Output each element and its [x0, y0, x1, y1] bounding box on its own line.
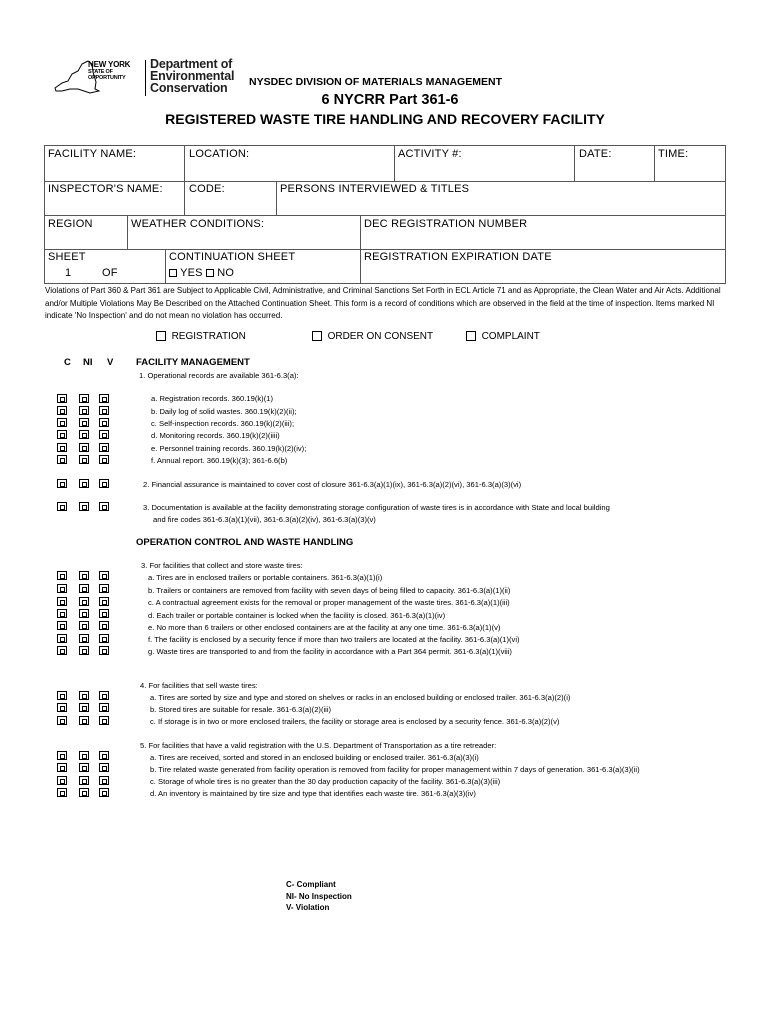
checkbox-compliant[interactable]	[57, 634, 67, 643]
checkbox-violation[interactable]	[99, 430, 109, 439]
grid-col-divider	[394, 145, 395, 181]
operation-control-heading: OPERATION CONTROL AND WASTE HANDLING	[136, 537, 354, 548]
item-text: 5. For facilities that have a valid registration with the U.S. Department of Transportation as a tire retreader:	[140, 741, 497, 750]
item-text: a. Registration records. 360.19(k)(1)	[151, 394, 273, 403]
item-text: b. Daily log of solid wastes. 360.19(k)(2)(ii);	[151, 407, 297, 416]
logo-divider	[145, 60, 146, 96]
checkbox-violation[interactable]	[99, 716, 109, 725]
checkbox-violation[interactable]	[99, 394, 109, 403]
checkbox-no-inspection[interactable]	[79, 646, 89, 655]
item-text: 2. Financial assurance is maintained to cover cost of closure 361-6.3(a)(1)(ix), 361-6.3(a)(2)(vi), 361-6.3(a)(3)(vi)	[143, 480, 522, 489]
registration-expiration-field[interactable]: REGISTRATION EXPIRATION DATE	[364, 251, 552, 263]
item-text: c. A contractual agreement exists for the removal or proper management of the waste tires. 361-6.3(a)(1)(iii)	[148, 598, 510, 607]
logo-state-text: NEW YORK	[88, 60, 131, 69]
checkbox-no-inspection[interactable]	[79, 634, 89, 643]
item-text: e. No more than 6 trailers or other enclosed containers are at the facility at any one time. 361-6.3(a)(1)(v)	[148, 623, 501, 632]
grid-col-divider	[184, 145, 185, 181]
legend-violation: V- Violation	[286, 903, 330, 912]
item-text: c. If storage is in two or more enclosed trailers, the facility or storage area is enclosed by a security fence. 361-6.3(a)(2)(v)	[150, 717, 560, 726]
column-violation: V	[107, 357, 114, 368]
complaint-option[interactable]	[466, 331, 540, 342]
checkbox-violation[interactable]	[99, 406, 109, 415]
complaint-label: COMPLAINT	[481, 331, 540, 342]
logo-dept-line-3: Conservation	[150, 81, 228, 95]
item-text: a. Tires are sorted by size and type and stored on shelves or racks in an enclosed building or enclosed trailer. 361-6.3(a)(2)(i)	[150, 693, 571, 702]
no-label: NO	[217, 267, 235, 279]
checkbox-no-inspection[interactable]	[79, 788, 89, 797]
checkbox-compliant[interactable]	[57, 430, 67, 439]
time-field[interactable]: TIME:	[658, 148, 689, 160]
violations-notice: Violations of Part 360 & Part 361 are Subject to Applicable Civil, Administrative, and Criminal Sanctions Set Forth in ECL Article 71 and as Appropriate, the Clean Water and Air Acts. Additional and/or Multiple Violations May Be Described on the Attached Continuation Sheet. This form is a record of conditions which are observed in the field at the time of inspection. Items marked NI indicate 'No Inspection' and do not mean no violation has occurred.	[45, 286, 721, 320]
checkbox-icon[interactable]	[312, 331, 322, 341]
item-text: c. Storage of whole tires is no greater than the 30 day production capacity of the facility. 361-6.3(a)(3)(iii)	[150, 777, 501, 786]
checkbox-compliant[interactable]	[57, 751, 67, 760]
region-field[interactable]: REGION	[48, 218, 93, 230]
column-no-inspection: NI	[83, 357, 93, 368]
logo-dept-line-2: Environmental	[150, 69, 235, 83]
checkbox-no-inspection[interactable]	[79, 776, 89, 785]
item-text: b. Stored tires are suitable for resale. 361-6.3(a)(2)(iii)	[150, 705, 332, 714]
logo-tagline-1: STATE OF	[88, 69, 113, 75]
checkbox-no-inspection[interactable]	[79, 430, 89, 439]
grid-col-divider	[360, 215, 361, 249]
checkbox-violation[interactable]	[99, 788, 109, 797]
item-text: 3. For facilities that collect and store waste tires:	[141, 561, 303, 570]
checkbox-no-inspection[interactable]	[79, 621, 89, 630]
checkbox-compliant[interactable]	[57, 394, 67, 403]
item-text: d. Monitoring records. 360.19(k)(2)(iiii)	[151, 431, 280, 440]
checkbox-compliant[interactable]	[57, 609, 67, 618]
grid-col-divider	[127, 215, 128, 249]
weather-conditions-field[interactable]: WEATHER CONDITIONS:	[131, 218, 265, 230]
checkbox-no-inspection[interactable]	[79, 479, 89, 488]
checkbox-no-inspection[interactable]	[79, 584, 89, 593]
item-text: d. Each trailer or portable container is locked when the facility is closed. 361-6.3(a)(1)(iv)	[148, 611, 446, 620]
facility-management-heading: FACILITY MANAGEMENT	[136, 357, 250, 368]
checkbox-compliant[interactable]	[57, 788, 67, 797]
continuation-sheet-label: CONTINUATION SHEET	[169, 251, 296, 263]
location-field[interactable]: LOCATION:	[189, 148, 250, 160]
yes-label: YES	[180, 267, 203, 279]
checkbox-violation[interactable]	[99, 584, 109, 593]
grid-col-divider	[574, 145, 575, 181]
legend	[286, 879, 352, 914]
checkbox-no-inspection[interactable]	[79, 597, 89, 606]
date-field[interactable]: DATE:	[579, 148, 612, 160]
checkbox-no-inspection[interactable]	[79, 703, 89, 712]
division-heading: NYSDEC DIVISION OF MATERIALS MANAGEMENT	[249, 76, 502, 88]
checkbox-no-inspection[interactable]	[79, 455, 89, 464]
registration-label: REGISTRATION	[171, 331, 246, 342]
checkbox-violation[interactable]	[99, 691, 109, 700]
grid-col-divider	[184, 181, 185, 215]
column-compliant: C	[64, 357, 71, 368]
inspector-name-field[interactable]: INSPECTOR'S NAME:	[48, 183, 163, 195]
item-text: f. Annual report. 360.19(k)(3); 361-6.6(b)	[151, 456, 288, 465]
form-title: REGISTERED WASTE TIRE HANDLING AND RECOVERY FACILITY	[165, 111, 605, 127]
checkbox-compliant[interactable]	[57, 479, 67, 488]
item-text: f. The facility is enclosed by a security fence if more than two trailers are located at the facility. 361-6.3(a)(1)(vi)	[148, 635, 520, 644]
checkbox-no-inspection[interactable]	[79, 763, 89, 772]
checkbox-no-inspection[interactable]	[79, 406, 89, 415]
checkbox-no-inspection[interactable]	[79, 716, 89, 725]
checkbox-compliant[interactable]	[57, 646, 67, 655]
checkbox-compliant[interactable]	[57, 418, 67, 427]
persons-interviewed-field[interactable]: PERSONS INTERVIEWED & TITLES	[280, 183, 470, 195]
checkbox-compliant[interactable]	[57, 406, 67, 415]
logo-tagline-2: OPPORTUNITY	[88, 75, 126, 81]
continuation-yes-option[interactable]	[169, 267, 234, 279]
checkbox-violation[interactable]	[99, 609, 109, 618]
checkbox-compliant[interactable]	[57, 502, 67, 511]
sheet-label: SHEET	[48, 251, 86, 263]
sheet-number[interactable]: 1	[65, 267, 72, 279]
grid-col-divider	[276, 181, 277, 215]
checkbox-no-inspection[interactable]	[79, 502, 89, 511]
item-text: 4. For facilities that sell waste tires:	[140, 681, 258, 690]
order-on-consent-option[interactable]	[312, 331, 433, 342]
checkbox-compliant[interactable]	[57, 571, 67, 580]
checkbox-no-inspection[interactable]	[79, 394, 89, 403]
logo-department	[150, 58, 234, 94]
checkbox-no-inspection[interactable]	[79, 571, 89, 580]
checkbox-violation[interactable]	[99, 597, 109, 606]
checkbox-no-inspection[interactable]	[79, 751, 89, 760]
checkbox-compliant[interactable]	[57, 776, 67, 785]
checkbox-violation[interactable]	[99, 776, 109, 785]
checkbox-compliant[interactable]	[57, 691, 67, 700]
checkbox-violation[interactable]	[99, 418, 109, 427]
item-text: d. An inventory is maintained by tire size and type that identifies each waste tire. 361-6.3(a)(3)(iv)	[150, 789, 476, 798]
checkbox-violation[interactable]	[99, 703, 109, 712]
checkbox-icon[interactable]	[466, 331, 476, 341]
legend-no-inspection: NI- No Inspection	[286, 891, 352, 901]
item-text: and fire codes 361-6.3(a)(1)(vii), 361-6.3(a)(2)(iv), 361-6.3(a)(3)(v)	[153, 515, 376, 524]
checkbox-icon[interactable]	[169, 269, 177, 277]
facility-name-field[interactable]: FACILITY NAME:	[48, 148, 137, 160]
item-text: g. Waste tires are transported to and from the facility in accordance with a Part 364 permit. 361-6.3(a)(1)(viii)	[148, 647, 512, 656]
dec-registration-number-field[interactable]: DEC REGISTRATION NUMBER	[364, 218, 528, 230]
order-on-consent-label: ORDER ON CONSENT	[327, 331, 434, 342]
checkbox-violation[interactable]	[99, 646, 109, 655]
checkbox-compliant[interactable]	[57, 584, 67, 593]
checkbox-violation[interactable]	[99, 455, 109, 464]
checkbox-no-inspection[interactable]	[79, 691, 89, 700]
checkbox-violation[interactable]	[99, 751, 109, 760]
checkbox-compliant[interactable]	[57, 455, 67, 464]
activity-field[interactable]: ACTIVITY #:	[398, 148, 462, 160]
regulation-part: 6 NYCRR Part 361-6	[321, 92, 459, 108]
registration-option[interactable]	[156, 331, 246, 342]
grid-row-divider	[44, 215, 726, 216]
grid-col-divider	[360, 249, 361, 283]
item-text: b. Tire related waste generated from facility operation is removed from facility for proper management within 7 days of generation. 361-6.3(a)(3)(ii)	[150, 765, 640, 774]
item-text: 1. Operational records are available 361-6.3(a):	[139, 371, 299, 380]
checkbox-violation[interactable]	[99, 443, 109, 452]
logo-new-york	[88, 60, 130, 81]
checkbox-violation[interactable]	[99, 634, 109, 643]
grid-row-divider	[44, 249, 726, 250]
checkbox-compliant[interactable]	[57, 597, 67, 606]
checkbox-no-inspection[interactable]	[79, 443, 89, 452]
legend-compliant: C- Compliant	[286, 880, 336, 889]
item-text: a. Tires are in enclosed trailers or portable containers. 361-6.3(a)(1)(i)	[148, 573, 383, 582]
checkbox-no-inspection[interactable]	[79, 418, 89, 427]
logo-dept-line-1: Department of	[150, 57, 233, 71]
code-field[interactable]: CODE:	[189, 183, 225, 195]
checkbox-compliant[interactable]	[57, 443, 67, 452]
checkbox-violation[interactable]	[99, 763, 109, 772]
sheet-of-label: OF	[102, 267, 118, 279]
checkbox-violation[interactable]	[99, 479, 109, 488]
checkbox-compliant[interactable]	[57, 621, 67, 630]
checkbox-compliant[interactable]	[57, 763, 67, 772]
item-text: b. Trailers or containers are removed from facility with seven days of being filled to capacity. 361-6.3(a)(1)(ii)	[148, 586, 511, 595]
checkbox-icon[interactable]	[206, 269, 214, 277]
checkbox-compliant[interactable]	[57, 716, 67, 725]
item-text: e. Personnel training records. 360.19(k)(2)(iv);	[151, 444, 307, 453]
grid-col-divider	[654, 145, 655, 181]
checkbox-no-inspection[interactable]	[79, 609, 89, 618]
checkbox-icon[interactable]	[156, 331, 166, 341]
grid-row-divider	[44, 181, 726, 182]
checkbox-compliant[interactable]	[57, 703, 67, 712]
checkbox-violation[interactable]	[99, 502, 109, 511]
grid-col-divider	[165, 249, 166, 283]
item-text: c. Self-inspection records. 360.19(k)(2)(iii);	[151, 419, 295, 428]
item-text: 3. Documentation is available at the facility demonstrating storage configuration of waste tires is in accordance with State and local building	[143, 503, 610, 512]
checkbox-violation[interactable]	[99, 621, 109, 630]
checkbox-violation[interactable]	[99, 571, 109, 580]
item-text: a. Tires are received, sorted and stored in an enclosed building or enclosed trailer. 361-6.3(a)(3)(i)	[150, 753, 479, 762]
